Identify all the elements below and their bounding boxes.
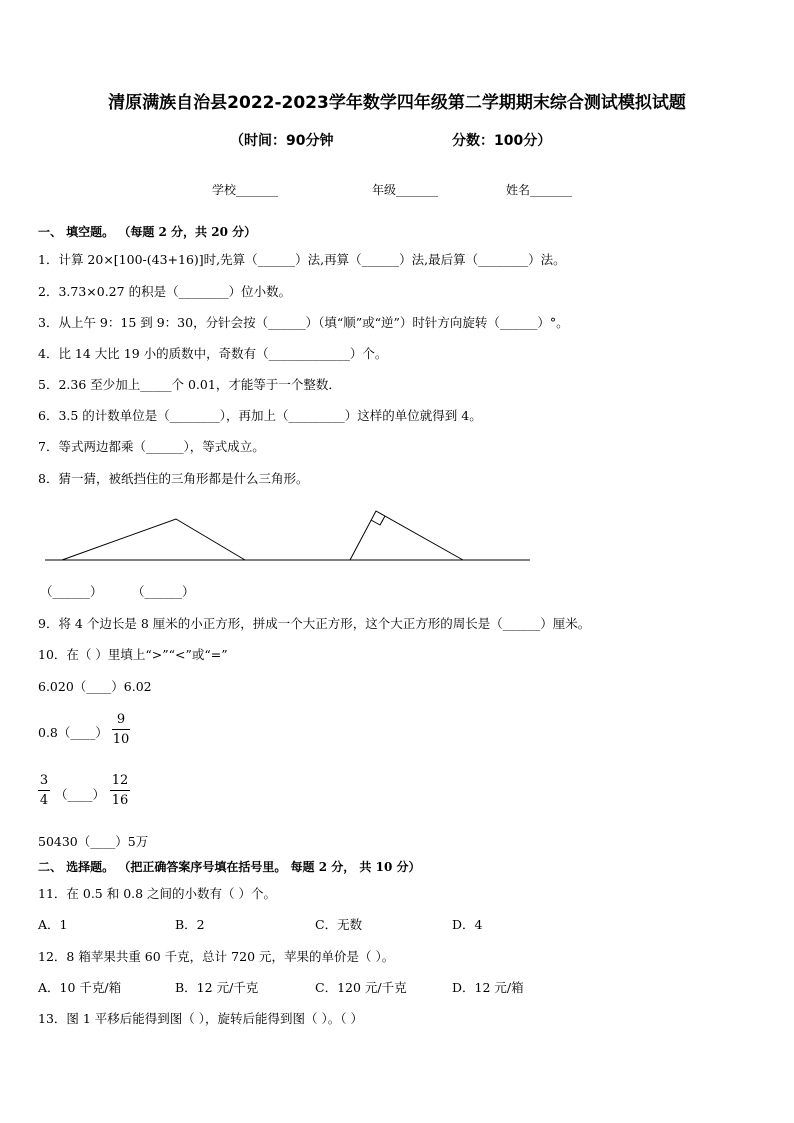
question-12-option-c: C．120 元/千克 bbox=[315, 980, 407, 995]
question-10d: 50430（____）5万 bbox=[38, 834, 149, 849]
question-8-blank-2: （______） bbox=[132, 584, 195, 599]
question-11-option-a: A．1 bbox=[38, 917, 68, 932]
question-11-option-b: B．2 bbox=[175, 917, 205, 932]
fraction-bar bbox=[38, 790, 50, 791]
fraction-9-10 bbox=[112, 712, 130, 747]
fraction-bar bbox=[110, 790, 130, 791]
fraction-12-16 bbox=[110, 773, 130, 808]
fraction-3-4 bbox=[38, 773, 50, 808]
question-12-option-a: A．10 千克/箱 bbox=[38, 980, 122, 995]
question-10: 10．在（ ）里填上“>”“<”或“=” bbox=[38, 647, 228, 662]
question-8-blank-1: （______） bbox=[40, 584, 103, 599]
question-10a: 6.020（____）6.02 bbox=[38, 679, 152, 694]
question-11-option-c: C．无数 bbox=[315, 917, 363, 932]
section-fill-blank-title: 一、 填空题。 （每题 2 分，共 20 分） bbox=[38, 225, 257, 239]
total-score: 分数：100分） bbox=[452, 133, 552, 149]
right-triangle-top bbox=[350, 511, 463, 560]
hidden-triangles-figure bbox=[40, 505, 540, 567]
question-13: 13．图 1 平移后能得到图（ ），旋转后能得到图（ ）。（ ） bbox=[38, 1011, 363, 1026]
fraction-denominator: 4 bbox=[39, 793, 49, 808]
fraction-denominator: 10 bbox=[112, 732, 130, 747]
question-2: 2．3.73×0.27 的积是（________）位小数。 bbox=[38, 284, 292, 299]
question-3: 3．从上午 9：15 到 9：30，分针会按（______）（填“顺”或“逆”）时针方向旋转（______）°。 bbox=[38, 315, 569, 330]
question-9: 9．将 4 个边长是 8 厘米的小正方形，拼成一个大正方形，这个大正方形的周长是（______）厘米。 bbox=[38, 616, 591, 631]
question-6: 6．3.5 的计数单位是（________），再加上（_________）这样的单位就得到 4。 bbox=[38, 408, 482, 423]
question-11: 11．在 0.5 和 0.8 之间的小数有（ ）个。 bbox=[38, 886, 277, 901]
question-5: 5．2.36 至少加上_____个 0.01，才能等于一个整数． bbox=[38, 377, 341, 392]
school-field: 学校_______ bbox=[212, 183, 279, 197]
fraction-numerator: 3 bbox=[39, 773, 49, 788]
question-12: 12．8 箱苹果共重 60 千克，总计 720 元，苹果的单价是（ ）。 bbox=[38, 949, 395, 964]
fraction-numerator: 12 bbox=[111, 773, 129, 788]
grade-field: 年级_______ bbox=[372, 183, 439, 197]
page-title: 清原满族自治县2022-2023学年数学四年级第二学期期末综合测试模拟试题 bbox=[108, 93, 686, 113]
fraction-numerator: 9 bbox=[116, 712, 126, 727]
question-11-option-d: D．4 bbox=[452, 917, 483, 932]
question-12-option-d: D．12 元/箱 bbox=[452, 980, 524, 995]
fraction-bar bbox=[112, 729, 130, 730]
question-10b-left: 0.8（____） bbox=[38, 725, 108, 740]
question-1: 1．计算 20×[100-(43+16)]时,先算（______）法,再算（______）法,最后算（________）法。 bbox=[38, 252, 566, 267]
question-7: 7．等式两边都乘（______），等式成立。 bbox=[38, 439, 265, 454]
question-10c-blank: （____） bbox=[55, 787, 106, 802]
name-field: 姓名_______ bbox=[506, 183, 573, 197]
fraction-denominator: 16 bbox=[111, 793, 129, 808]
obtuse-triangle-top bbox=[62, 519, 245, 560]
section-choice-title: 二、 选择题。 （把正确答案序号填在括号里。 每题 2 分， 共 10 分） bbox=[38, 860, 421, 874]
question-8: 8．猜一猜，被纸挡住的三角形都是什么三角形。 bbox=[38, 471, 309, 486]
question-4: 4．比 14 大比 19 小的质数中，奇数有（_____________）个。 bbox=[38, 346, 388, 361]
question-12-option-b: B．12 元/千克 bbox=[175, 980, 259, 995]
time-limit: （时间：90分钟 bbox=[230, 133, 334, 149]
